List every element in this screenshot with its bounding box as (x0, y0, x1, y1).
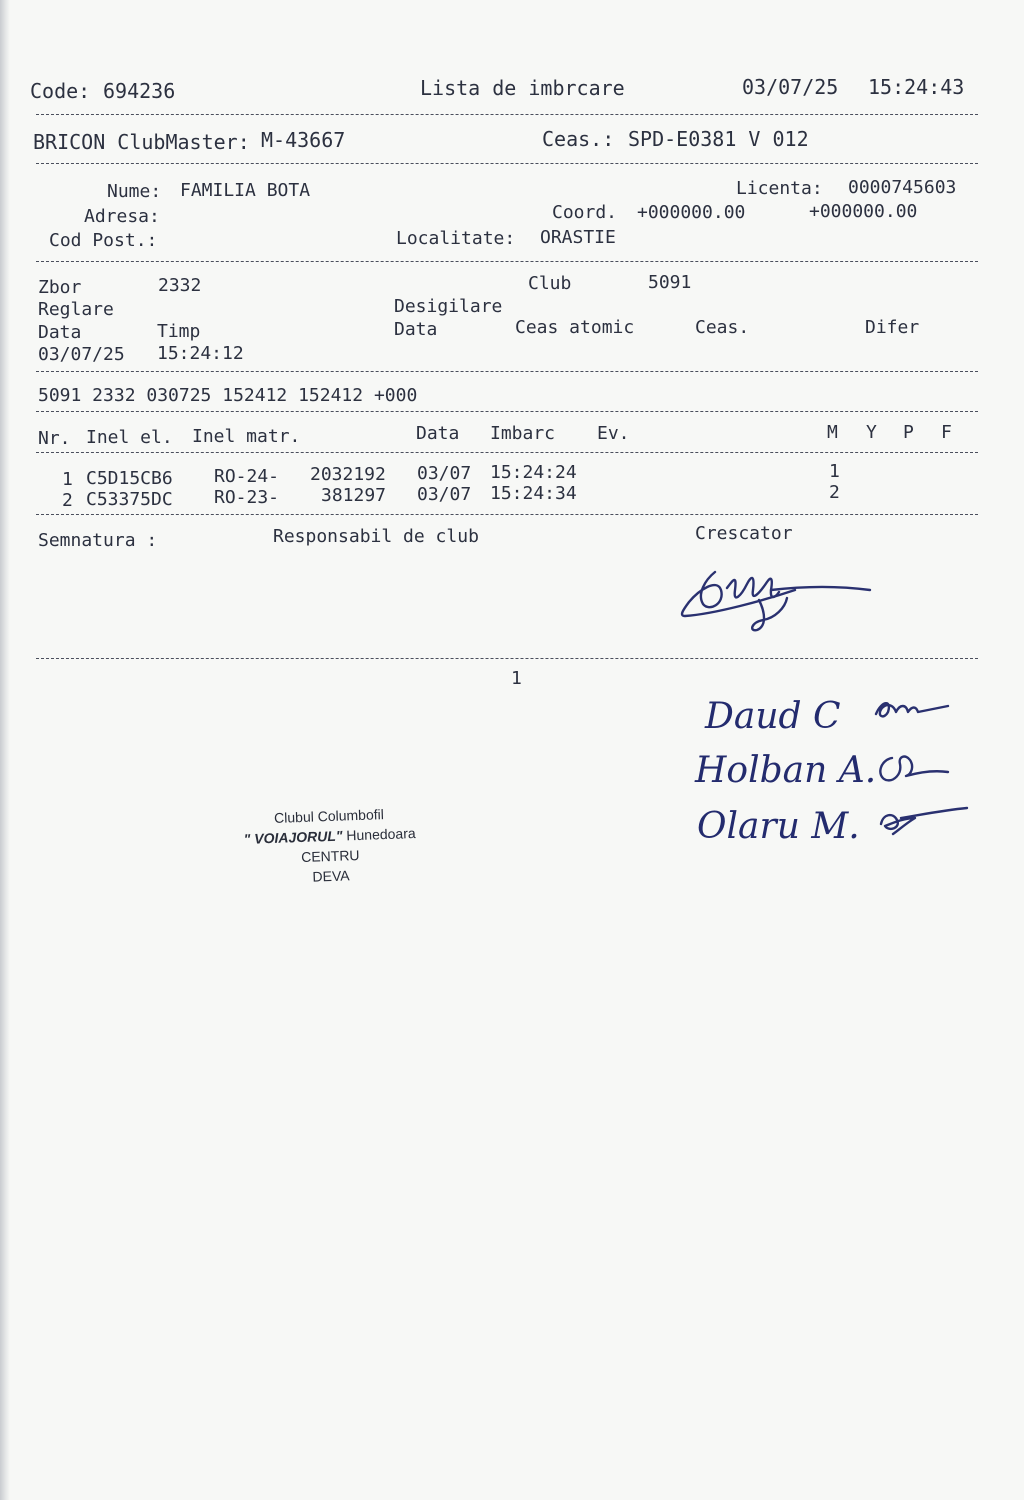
licenta-label: Licenta: (736, 178, 823, 199)
localitate-label: Localitate: (396, 228, 516, 249)
difer-label: Difer (865, 317, 920, 338)
stamp-club-name: " VOIAJORUL" (243, 827, 343, 848)
club-stamp (214, 802, 447, 890)
coord-x: +000000.00 (637, 202, 746, 223)
crescator-label: Crescator (695, 523, 793, 544)
document-title: Lista de imbrcare (420, 76, 625, 100)
responsabil-label: Responsabil de club (273, 526, 479, 547)
row-nr: 1 (62, 469, 73, 490)
header-date: 03/07/25 (742, 75, 839, 99)
localitate-value: ORASTIE (540, 227, 616, 248)
stamp-line-3: CENTRU (300, 846, 360, 866)
th-f: F (941, 422, 952, 443)
row-imbarc: 15:24:34 (490, 483, 577, 504)
reglare-time-value: 15:24:12 (157, 343, 244, 364)
row-inel-number: 2032192 (310, 464, 386, 485)
divider (36, 452, 978, 453)
th-p: P (903, 422, 914, 443)
coord-y: +000000.00 (809, 201, 918, 222)
row-m: 1 (829, 461, 840, 482)
divider (36, 514, 978, 515)
reglare-timp-label: Timp (157, 321, 201, 342)
paper-edge (0, 0, 10, 1500)
code-line: 5091 2332 030725 152412 152412 +000 (38, 385, 418, 406)
row-inel-number: 381297 (321, 485, 387, 506)
th-inel-matr: Inel matr. (192, 426, 301, 447)
divider (36, 114, 978, 115)
th-imbarc: Imbarc (490, 423, 556, 444)
clubmaster-label: BRICON ClubMaster: (33, 130, 250, 154)
club-label: Club (528, 273, 572, 294)
zbor-value: 2332 (158, 275, 202, 296)
divider (36, 411, 978, 412)
page-number: 1 (511, 668, 522, 689)
row-imbarc: 15:24:24 (490, 462, 577, 483)
handwritten-name-1: Daud C (705, 696, 841, 737)
semnatura-label: Semnatura : (38, 530, 158, 551)
divider (36, 261, 978, 262)
divider (36, 163, 978, 164)
row-inel-el: C5D15CB6 (86, 468, 173, 489)
handwritten-name-3: Olaru M. (697, 806, 860, 847)
crescator-signature (675, 560, 875, 640)
code-label: Code: (30, 79, 91, 103)
club-value: 5091 (648, 272, 692, 293)
header-time: 15:24:43 (868, 75, 965, 99)
stamp-line-1: Clubul Columbofil (273, 806, 385, 826)
row-inel-prefix: RO-23- (214, 487, 280, 508)
stamp-line-4: DEVA (312, 867, 350, 885)
ceas-atomic-label: Ceas atomic (515, 317, 635, 338)
nume-value: FAMILIA BOTA (180, 180, 311, 201)
row-inel-prefix: RO-24- (214, 466, 280, 487)
reglare-label: Reglare (38, 299, 114, 320)
th-nr: Nr. (38, 428, 71, 449)
th-y: Y (866, 422, 877, 443)
desigilare-label: Desigilare (394, 296, 503, 317)
initials-signature-2 (872, 750, 952, 786)
initials-signature-1 (872, 694, 952, 724)
coord-label: Coord. (552, 202, 618, 223)
th-ev: Ev. (597, 423, 630, 444)
th-m: M (827, 422, 838, 443)
adresa-label: Adresa: (84, 206, 160, 227)
ceas-value: SPD-E0381 V 012 (628, 127, 809, 151)
row-nr: 2 (62, 490, 73, 511)
desigilare-data-label: Data (394, 319, 438, 340)
th-data: Data (416, 423, 460, 444)
handwritten-name-2: Holban A. (695, 750, 877, 791)
codpost-label: Cod Post.: (49, 230, 158, 251)
flight-ceas-label: Ceas. (695, 317, 750, 338)
th-inel-el: Inel el. (86, 427, 173, 448)
divider (36, 658, 978, 659)
initials-signature-3 (875, 802, 970, 836)
divider (36, 371, 978, 372)
reglare-date-value: 03/07/25 (38, 344, 125, 365)
reglare-data-label: Data (38, 322, 82, 343)
row-inel-el: C53375DC (86, 489, 173, 510)
stamp-city: Hunedoara (342, 825, 416, 844)
row-data: 03/07 (417, 463, 472, 484)
nume-label: Nume: (107, 181, 162, 202)
clubmaster-value: M-43667 (261, 128, 346, 152)
row-m: 2 (829, 482, 840, 503)
code-value: 694236 (103, 79, 176, 103)
ceas-label: Ceas.: (542, 127, 615, 151)
zbor-label: Zbor (38, 277, 82, 298)
licenta-value: 0000745603 (848, 177, 957, 198)
row-data: 03/07 (417, 484, 472, 505)
